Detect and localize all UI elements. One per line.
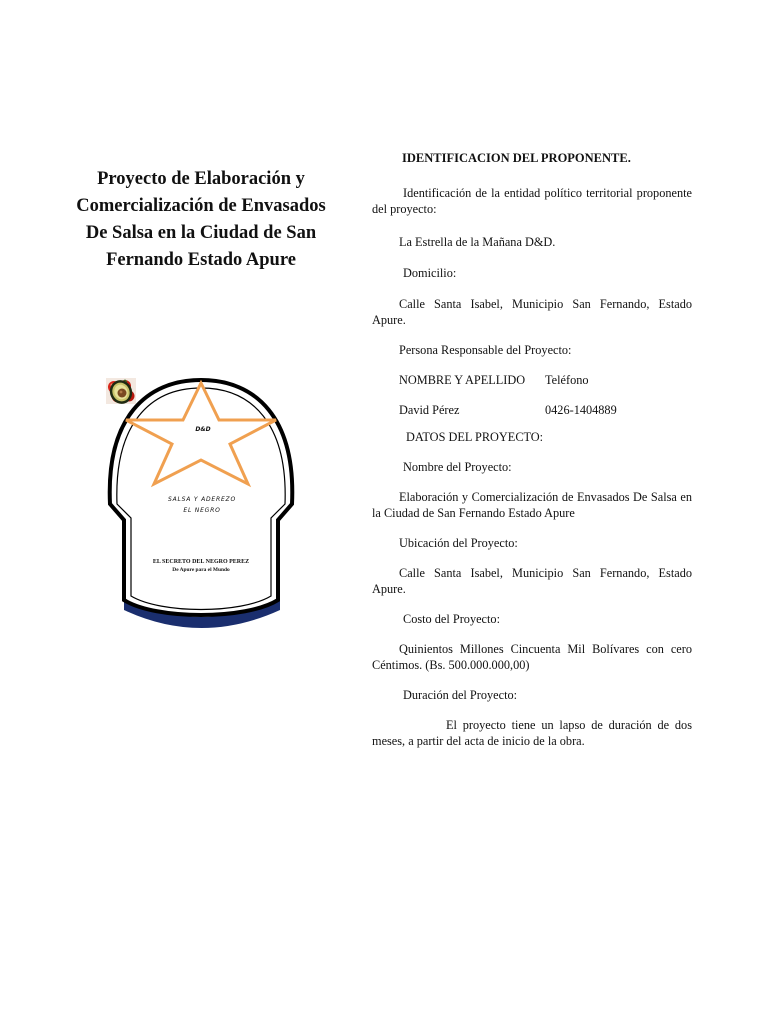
tagline-line: EL NEGRO (183, 507, 221, 514)
ubicacion-value: Calle Santa Isabel, Municipio San Fernando, Estado Apure. (372, 566, 692, 596)
responsable-label: Persona Responsable del Proyecto: (399, 343, 572, 357)
responsable-header-row (372, 372, 692, 388)
slogan-subtitle: De Apure para el Mundo (172, 567, 230, 573)
label-slogan (120, 558, 282, 574)
section-heading: IDENTIFICACION DEL PROPONENTE. (402, 151, 631, 165)
proponent-section (372, 150, 692, 749)
costo-value: Quinientos Millones Cincuenta Mil Bolívares con cero Céntimos. (Bs. 500.000.000,00) (372, 642, 692, 672)
slogan-title: EL SECRETO DEL NEGRO PEREZ (152, 559, 250, 565)
brand-mark: D&D (195, 426, 211, 433)
responsable-name: David Pérez (399, 403, 460, 417)
title-line: Proyecto de Elaboración y (97, 169, 305, 189)
domicilio-label: Domicilio: (403, 266, 457, 280)
product-label (106, 378, 296, 634)
title-line: Fernando Estado Apure (106, 250, 296, 270)
datos-heading: DATOS DEL PROYECTO: (406, 430, 544, 444)
entity-value: La Estrella de la Mañana D&D. (399, 235, 556, 249)
nombre-label: Nombre del Proyecto: (403, 460, 512, 474)
project-title (72, 166, 330, 274)
responsable-phone: 0426-1404889 (545, 403, 617, 417)
domicilio-value: Calle Santa Isabel, Municipio San Fernando, Estado Apure. (372, 297, 692, 327)
duracion-label: Duración del Proyecto: (403, 688, 518, 702)
duracion-value: El proyecto tiene un lapso de duración de dos meses, a partir del acta de inicio de la obra. (372, 718, 692, 748)
title-line: Comercialización de Envasados (76, 196, 326, 216)
costo-label: Costo del Proyecto: (403, 612, 501, 626)
title-line: De Salsa en la Ciudad de San (85, 223, 317, 243)
phone-column-header: Teléfono (545, 373, 589, 387)
responsable-row (372, 402, 692, 418)
entity-label: Identificación de la entidad político territorial proponente del proyecto: (372, 186, 692, 216)
label-tagline (154, 494, 250, 516)
ubicacion-label: Ubicación del Proyecto: (399, 536, 518, 550)
tagline-line: SALSA Y ADEREZO (168, 496, 236, 503)
name-column-header: NOMBRE Y APELLIDO (399, 373, 526, 387)
avocado-icon (106, 378, 136, 406)
nombre-value: Elaboración y Comercialización de Envasados De Salsa en la Ciudad de San Fernando Estado Apure (372, 490, 692, 520)
